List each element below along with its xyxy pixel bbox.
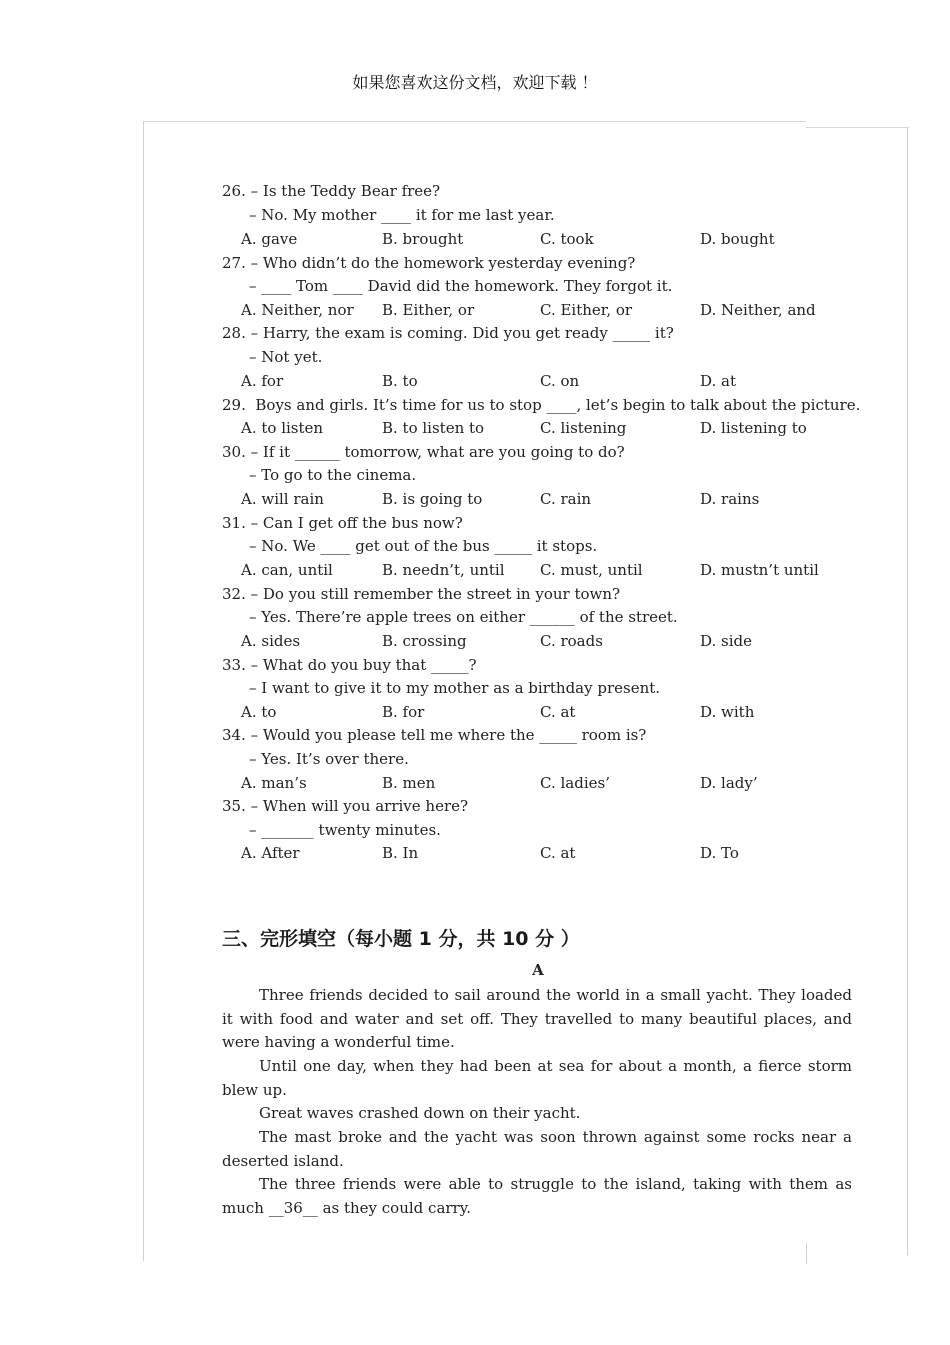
option-c: C. must, until	[540, 561, 643, 579]
question-32	[222, 584, 620, 604]
question-reply: – I want to give it to my mother as a birthday present.	[249, 679, 661, 697]
scan-border-top-right	[806, 127, 909, 128]
scan-border-right	[907, 127, 908, 1255]
passage-paragraph: Three friends decided to sail around the world in a small yacht. They loaded it with food and water and set off. They travelled to many beautiful places, and were having a wonderful time.	[222, 986, 852, 1052]
passage-paragraph: The three friends were able to struggle to the island, taking with them as much __36__ as they could carry.	[222, 1175, 852, 1217]
option-a: A. can, until	[241, 561, 333, 579]
question-number: 26.	[222, 182, 246, 200]
question-reply: – ____ Tom ____ David did the homework. They forgot it.	[249, 277, 673, 295]
option-c: C. ladies’	[540, 774, 610, 792]
question-number: 31.	[222, 514, 246, 532]
option-c: C. at	[540, 703, 576, 721]
question-stem: – Do you still remember the street in your town?	[250, 585, 621, 603]
option-a: A. sides	[241, 632, 301, 650]
option-d: D. listening to	[700, 419, 807, 437]
question-33	[222, 655, 477, 675]
option-c: C. roads	[540, 632, 603, 650]
question-reply: – No. My mother ____ it for me last year.	[249, 206, 555, 224]
passage-paragraph: Until one day, when they had been at sea for about a month, a fierce storm blew up.	[222, 1057, 852, 1099]
option-b: B. is going to	[382, 490, 483, 508]
question-number: 35.	[222, 797, 246, 815]
question-reply: – Yes. It’s over there.	[249, 750, 409, 768]
question-number: 30.	[222, 443, 246, 461]
question-stem: – When will you arrive here?	[250, 797, 469, 815]
option-c: C. rain	[540, 490, 592, 508]
option-d: D. mustn’t until	[700, 561, 819, 579]
passage-label: A	[532, 961, 544, 979]
passage-paragraph: The mast broke and the yacht was soon thrown against some rocks near a deserted island.	[222, 1128, 852, 1170]
option-b: B. to listen to	[382, 419, 485, 437]
option-d: D. bought	[700, 230, 775, 248]
question-stem: – Who didn’t do the homework yesterday evening?	[250, 254, 636, 272]
scan-border-top	[143, 121, 806, 122]
option-b: B. needn’t, until	[382, 561, 505, 579]
question-28	[222, 323, 674, 343]
question-number: 28.	[222, 324, 246, 342]
option-b: B. for	[382, 703, 425, 721]
question-reply: – _______ twenty minutes.	[249, 821, 441, 839]
question-34	[222, 725, 646, 745]
option-a: A. man’s	[241, 774, 307, 792]
option-c: C. at	[540, 844, 576, 862]
option-d: D. side	[700, 632, 753, 650]
question-reply: – Not yet.	[249, 348, 323, 366]
question-26	[222, 181, 440, 201]
option-c: C. on	[540, 372, 580, 390]
option-b: B. brought	[382, 230, 464, 248]
question-reply: – No. We ____ get out of the bus _____ it stops.	[249, 537, 598, 555]
question-30	[222, 442, 625, 462]
option-a: A. will rain	[241, 490, 324, 508]
option-d: D. at	[700, 372, 736, 390]
question-number: 32.	[222, 585, 246, 603]
question-stem: – If it ______ tomorrow, what are you going to do?	[250, 443, 625, 461]
option-a: A. Neither, nor	[241, 301, 354, 319]
section-title-cloze: 三、完形填空（每小题 1 分，共 10 分 ）	[222, 928, 580, 950]
option-d: D. lady’	[700, 774, 758, 792]
question-stem: – Is the Teddy Bear free?	[250, 182, 441, 200]
question-stem: – What do you buy that _____?	[250, 656, 477, 674]
question-29	[222, 395, 860, 415]
download-banner: 如果您喜欢这份文档，欢迎下载 ！	[352, 73, 598, 92]
option-c: C. listening	[540, 419, 627, 437]
option-a: A. for	[241, 372, 284, 390]
option-d: D. rains	[700, 490, 760, 508]
option-c: C. Either, or	[540, 301, 633, 319]
option-d: D. To	[700, 844, 739, 862]
option-a: A. After	[241, 844, 300, 862]
question-31	[222, 513, 463, 533]
question-number: 27.	[222, 254, 246, 272]
option-b: B. to	[382, 372, 418, 390]
option-a: A. gave	[241, 230, 298, 248]
question-27	[222, 253, 635, 273]
question-stem: – Can I get off the bus now?	[250, 514, 463, 532]
option-a: A. to	[241, 703, 277, 721]
option-b: B. Either, or	[382, 301, 475, 319]
question-number: 33.	[222, 656, 246, 674]
question-stem: Boys and girls. It’s time for us to stop ____, let’s begin to talk about the picture.	[245, 396, 861, 414]
scan-border-left	[143, 121, 144, 1261]
question-reply: – To go to the cinema.	[249, 466, 417, 484]
option-a: A. to listen	[241, 419, 324, 437]
scan-border-right-lower	[806, 1243, 807, 1263]
question-reply: – Yes. There’re apple trees on either ______ of the street.	[249, 608, 678, 626]
question-number: 34.	[222, 726, 246, 744]
option-b: B. men	[382, 774, 436, 792]
passage-paragraph: Great waves crashed down on their yacht.	[259, 1104, 581, 1122]
question-stem: – Harry, the exam is coming. Did you get ready _____ it?	[250, 324, 674, 342]
option-d: D. with	[700, 703, 755, 721]
question-number: 29.	[222, 396, 246, 414]
option-c: C. took	[540, 230, 594, 248]
option-b: B. In	[382, 844, 419, 862]
option-b: B. crossing	[382, 632, 467, 650]
question-stem: – Would you please tell me where the _____ room is?	[250, 726, 647, 744]
option-d: D. Neither, and	[700, 301, 816, 319]
question-35	[222, 796, 468, 816]
